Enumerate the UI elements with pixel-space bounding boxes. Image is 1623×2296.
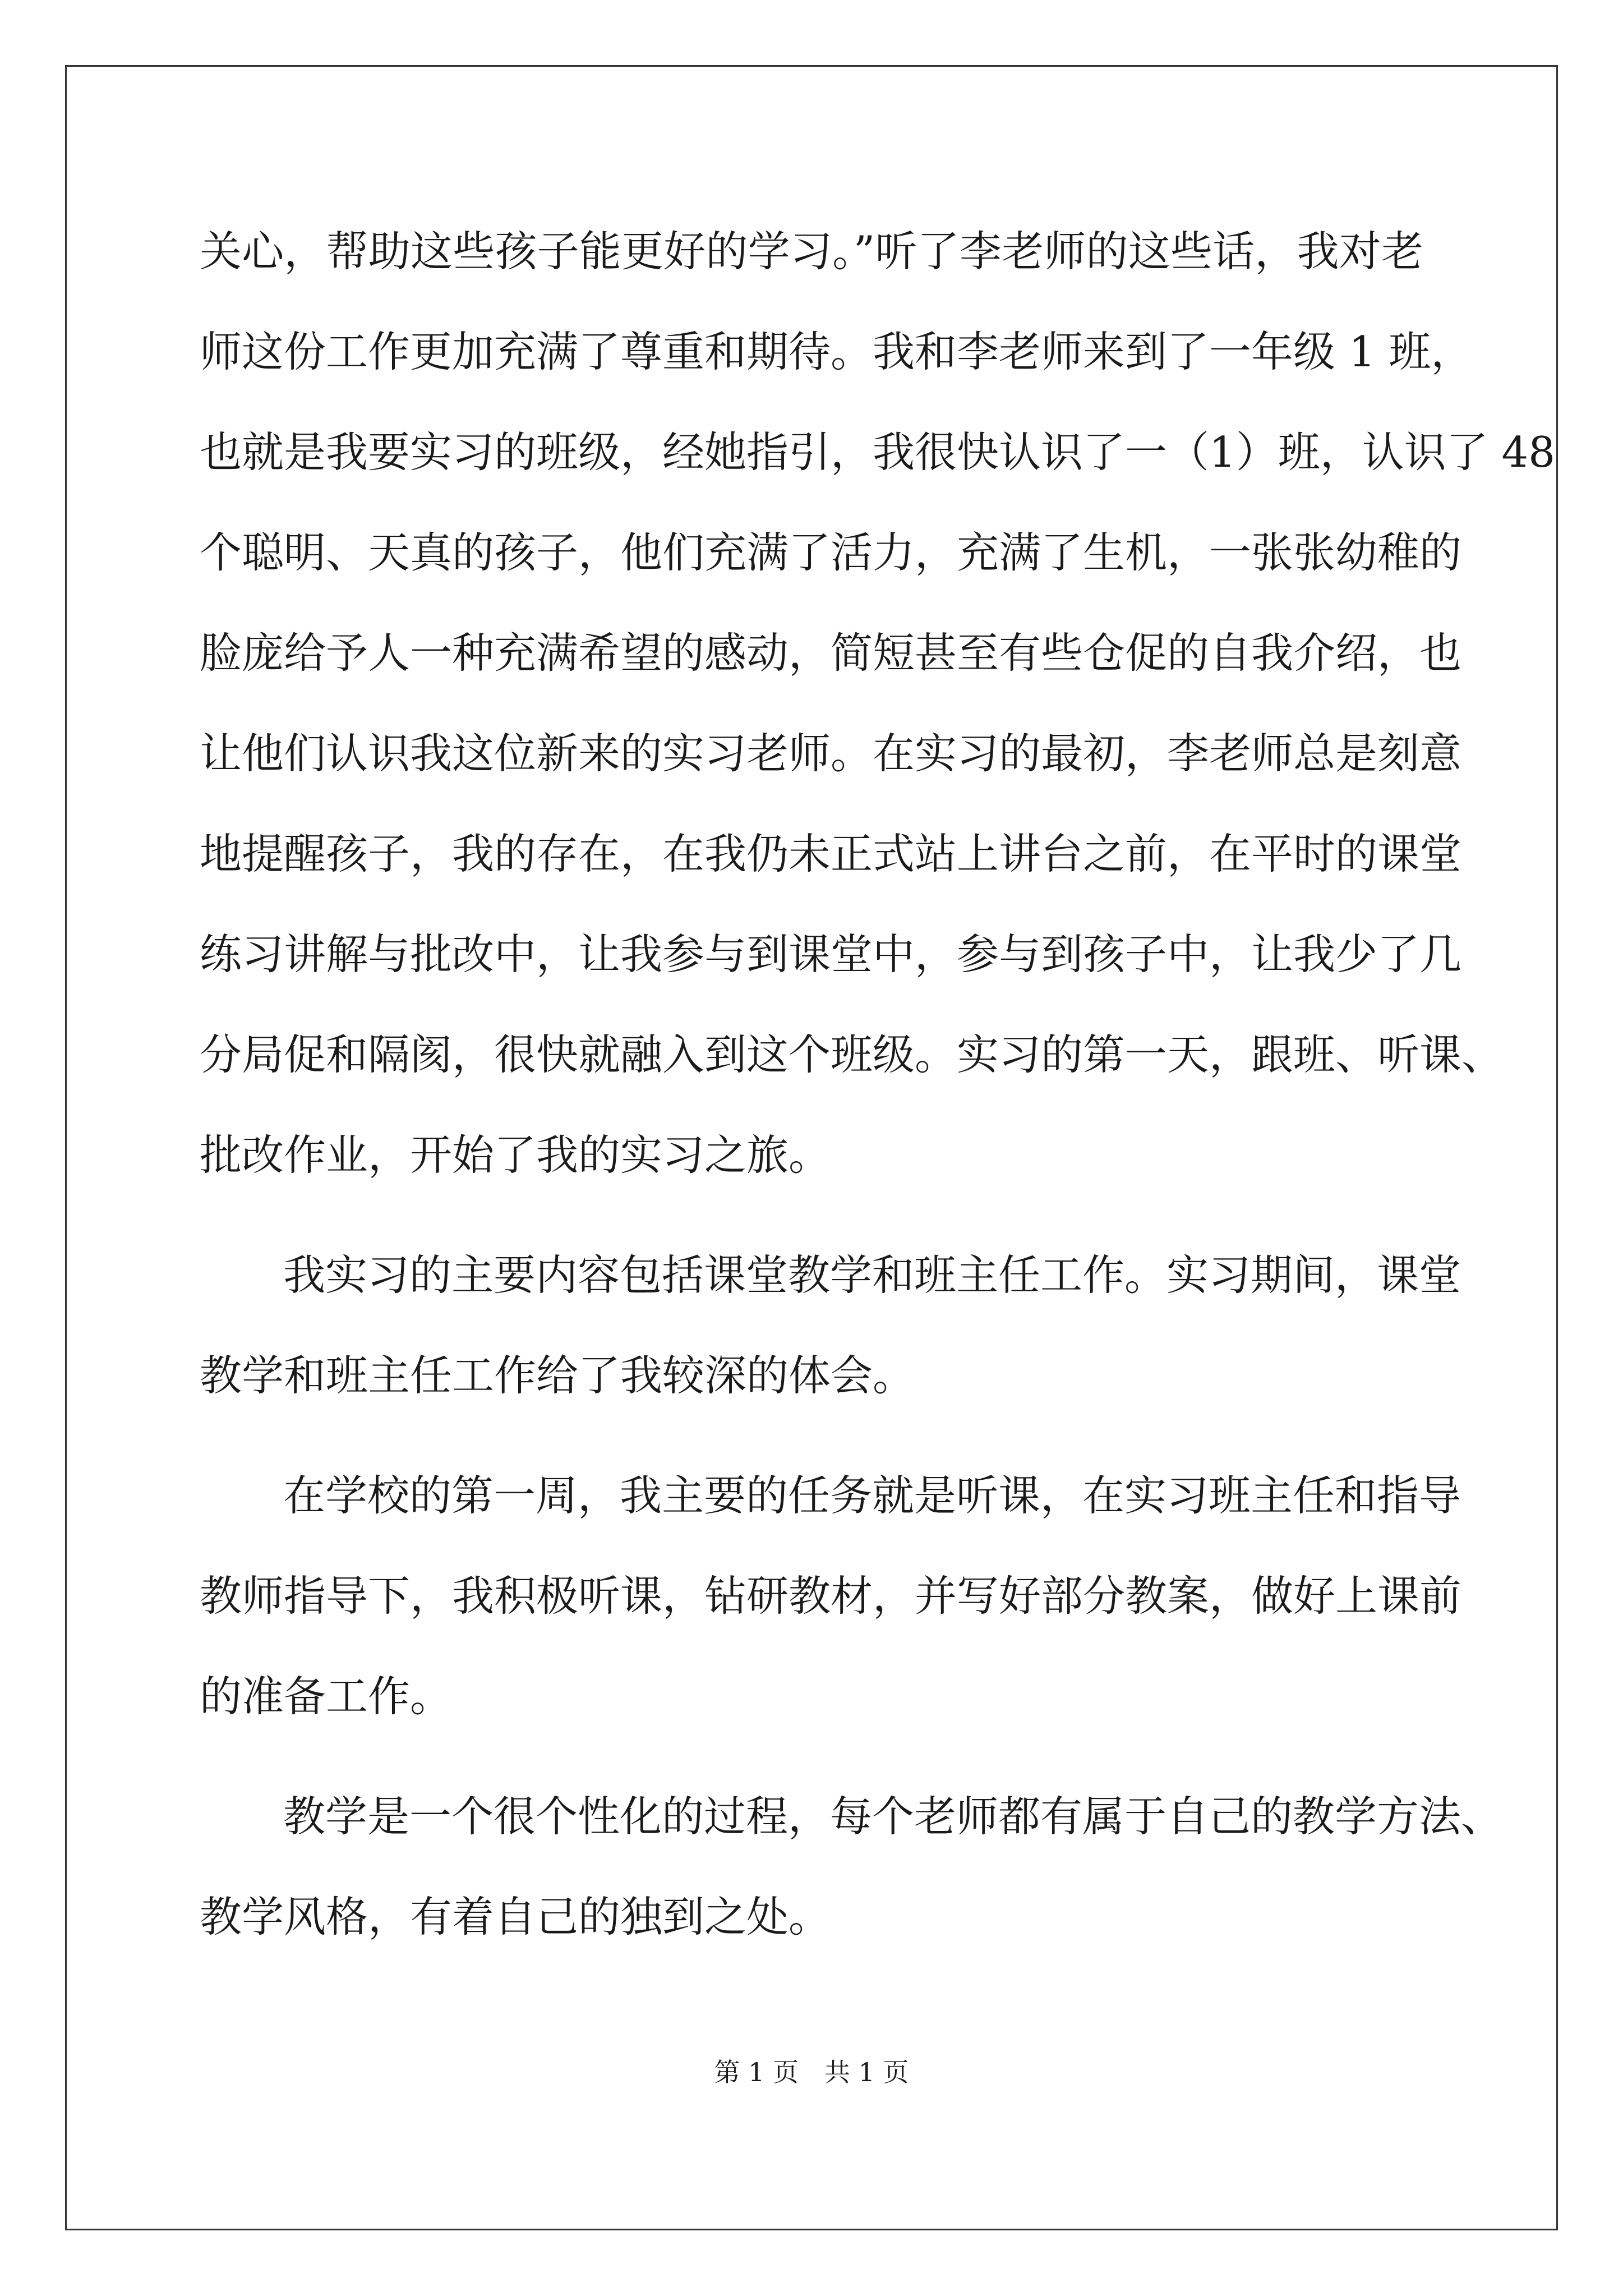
text-line: 练习讲解与批改中，让我参与到课堂中，参与到孩子中，让我少了几 bbox=[200, 930, 1462, 979]
page-number: 第 1 页 bbox=[714, 2057, 799, 2087]
paragraph-first-line: 教学是一个很个性化的过程，每个老师都有属于自己的教学方法、 bbox=[283, 1792, 1504, 1841]
text-line: 教师指导下，我积极听课，钻研教材，并写好部分教案，做好上课前 bbox=[200, 1571, 1462, 1621]
text-line: 批改作业，开始了我的实习之旅。 bbox=[200, 1130, 831, 1180]
paragraph-first-line: 在学校的第一周，我主要的任务就是听课，在实习班主任和指导 bbox=[283, 1471, 1461, 1520]
text-line: 地提醒孩子，我的存在，在我仍未正式站上讲台之前，在平时的课堂 bbox=[200, 829, 1462, 878]
text-line: 个聪明、天真的孩子，他们充满了活力，充满了生机，一张张幼稚的 bbox=[200, 528, 1462, 577]
text-line: 的准备工作。 bbox=[200, 1672, 453, 1721]
text-line: 让他们认识我这位新来的实习老师。在实习的最初，李老师总是刻意 bbox=[200, 729, 1462, 778]
paragraph-first-line: 我实习的主要内容包括课堂教学和班主任工作。实习期间，课堂 bbox=[283, 1250, 1461, 1300]
text-line: 脸庞给予人一种充满希望的感动，简短甚至有些仓促的自我介绍，也 bbox=[200, 628, 1462, 678]
text-line: 关心，帮助这些孩子能更好的学习。”听了李老师的这些话，我对老 bbox=[200, 227, 1423, 276]
page-footer bbox=[0, 2055, 1623, 2089]
text-line: 教学和班主任工作给了我较深的体会。 bbox=[200, 1351, 915, 1400]
text-line: 师这份工作更加充满了尊重和期待。我和李老师来到了一年级 1 班， bbox=[200, 327, 1473, 376]
text-line: 分局促和隔阂，很快就融入到这个班级。实习的第一天，跟班、听课、 bbox=[200, 1030, 1504, 1079]
text-line: 也就是我要实习的班级，经她指引，我很快认识了一（1）班，认识了 48 bbox=[200, 427, 1555, 477]
text-line: 教学风格，有着自己的独到之处。 bbox=[200, 1892, 831, 1941]
page-total: 共 1 页 bbox=[824, 2057, 909, 2087]
